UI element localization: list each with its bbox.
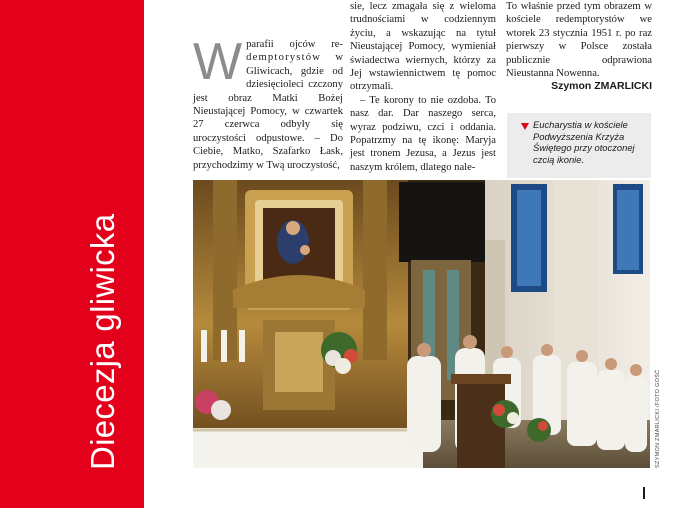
lead-line-1: parafii ojców re- [246,39,343,50]
drop-cap: W [193,33,243,91]
article-paragraph: To właśnie przed tym obrazem w kościele redemptorystów we wtorek 23 stycznia 1951 r. po raz pierwszy w Polsce została publicznie odprawiona Nieustanna Nowenna. [506,1,652,80]
section-title: Diecezja gliwicka [84,213,121,470]
photo-credit: SZYMON ZMARLICKI /FOTO GOŚĆ [655,369,661,468]
article-column-1 [193,33,343,172]
section-band [0,0,144,508]
article-paragraph: – Te korony to nie ozdoba. To nasz dar. Dar naszego serca, wyraz podziwu, czci i oddania. Popatrzmy na tę ikonę: Maryja jest tronem Jezusa, a Jezus jest naszym królem, dlatego nale- [350,94,496,173]
author-byline: Szymon ZMARLICKI [551,80,652,93]
caption-triangle-icon [521,123,529,130]
lead-line-2: demptorystów [246,52,322,64]
caption-text: Eucharystia w kościele Podwyższenia Krzyża Świętego przy otoczonej czcią ikonie. [533,119,635,165]
article-column-3 [506,0,652,94]
church-photo [193,180,650,468]
article-column-2 [350,0,496,174]
photo-caption [507,113,651,178]
page-marker [643,487,645,499]
article-paragraph: sie, lecz zmagała się z wieloma trudnościami w codziennym życiu, a wskazując na tytuł Nieustającej Pomocy, wymieniał świadectwa wiernych, którzy za Jej wstawiennictwem tę pomoc otrzymali. [350,1,496,93]
article-text-col1: w Gliwicach, gdzie od dziesięcioleci czczony jest obraz Matki Bożej Nieustającej Pomocy, w czwartek 27 czerwca odbyły się uroczystości odpustowe. – Do Ciebie, Matko, Szafarko Łask, przychodzimy w Twą uroczystość, [193,52,343,171]
